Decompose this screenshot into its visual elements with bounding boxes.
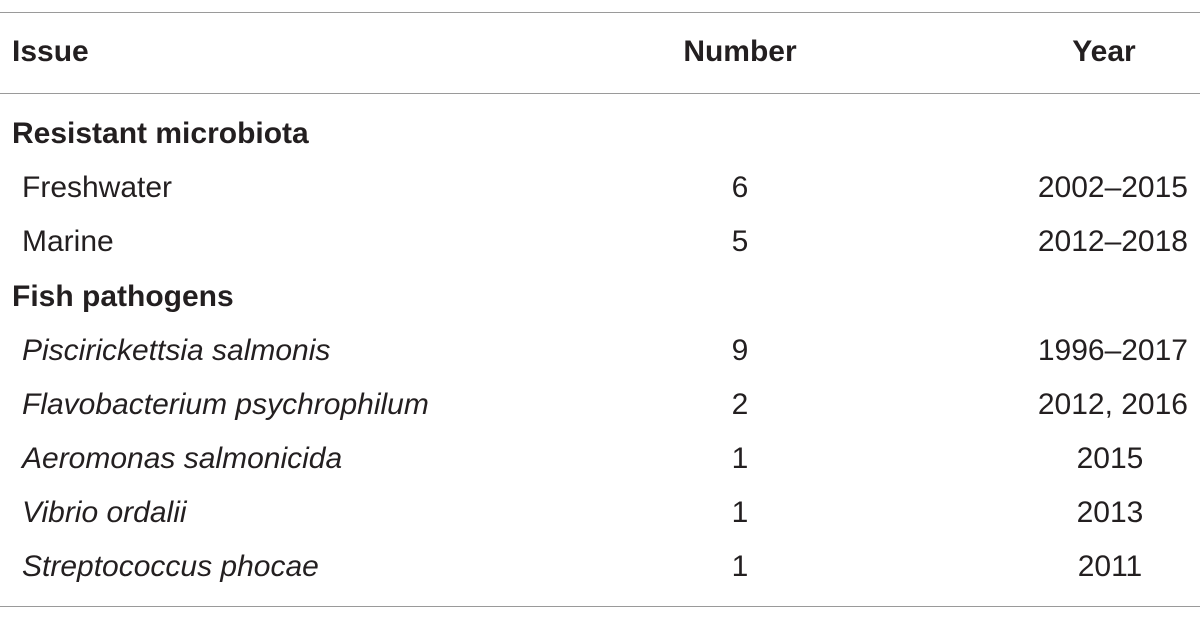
row-number: 1	[731, 550, 749, 583]
table-row	[0, 324, 1200, 378]
row-issue: Vibrio ordalii	[22, 496, 187, 529]
table-row	[0, 161, 1200, 215]
row-issue: Marine	[22, 225, 114, 258]
row-year: 2012–2018	[1037, 225, 1188, 258]
row-year: 2011	[1077, 550, 1143, 583]
row-number: 5	[731, 225, 749, 258]
section-title: Fish pathogens	[12, 280, 234, 313]
header-year: Year	[1072, 35, 1136, 68]
row-number: 9	[731, 334, 749, 367]
table-row	[0, 540, 1200, 594]
row-issue: Flavobacterium psychrophilum	[22, 388, 429, 421]
row-issue: Piscirickettsia salmonis	[22, 334, 331, 367]
table-row	[0, 486, 1200, 540]
row-number: 1	[731, 442, 749, 475]
table-row	[0, 378, 1200, 432]
row-year: 2013	[1076, 496, 1144, 529]
row-year: 2015	[1076, 442, 1144, 475]
row-issue: Streptococcus phocae	[22, 550, 319, 583]
table-row	[0, 432, 1200, 486]
table-top-rule	[0, 12, 1200, 13]
section-row-resistant-microbiota	[0, 107, 1200, 161]
row-issue: Freshwater	[22, 171, 173, 204]
header-number: Number	[683, 35, 797, 68]
section-row-fish-pathogens	[0, 270, 1200, 324]
row-year: 1996–2017	[1037, 334, 1188, 367]
row-number: 2	[731, 388, 749, 421]
table-bottom-rule	[0, 606, 1200, 607]
row-year: 2012, 2016	[1037, 388, 1188, 421]
header-issue: Issue	[12, 35, 89, 68]
section-title: Resistant microbiota	[12, 117, 309, 150]
row-number: 6	[731, 171, 749, 204]
table-header-row	[0, 25, 1200, 79]
table-header-rule	[0, 93, 1200, 94]
row-year: 2002–2015	[1037, 171, 1188, 204]
table-row	[0, 215, 1200, 269]
row-issue: Aeromonas salmonicida	[22, 442, 343, 475]
row-number: 1	[731, 496, 749, 529]
